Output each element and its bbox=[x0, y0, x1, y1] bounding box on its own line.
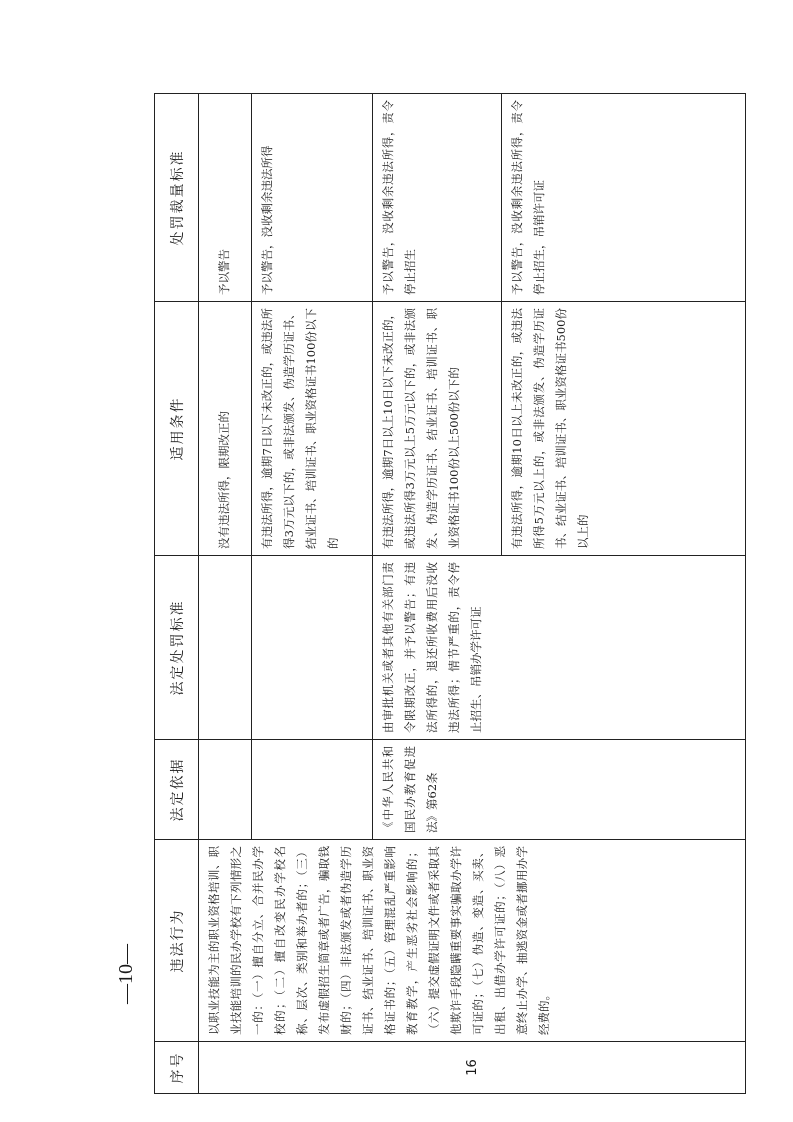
header-basis: 法定依据 bbox=[155, 740, 199, 840]
condition-2: 有违法所得，逾期7日以下未改正的，或违法所得3万元以下的，或非法颁发、伪造学历证书、结业证书、培训证书、职业资格证书100份以下的 bbox=[260, 308, 340, 549]
cell-seq: 16 bbox=[199, 1042, 746, 1094]
rotated-page-content bbox=[154, 94, 746, 1094]
condition-3: 有违法所得，逾期7日以上10日以下未改正的，或违法所得3万元以上5万元以下的，或非法颁发、伪造学历证书、结业证书、培训证书、职业资格证书100份以上500份以下的 bbox=[381, 308, 461, 549]
cell-condition bbox=[199, 302, 746, 556]
page-number: —10— bbox=[115, 944, 137, 1004]
cell-basis bbox=[199, 740, 746, 840]
condition-1: 没有违法所得，限期改正的 bbox=[217, 411, 231, 549]
table-header-row bbox=[155, 94, 199, 1094]
penalty-table bbox=[154, 93, 746, 1094]
standard-text: 由审批机关或者其他有关部门责令限期改正，并予以警告；有违法所得的，退还所收费用后没收违法所得；情节严重的，责令停止招生、吊销办学许可证 bbox=[381, 562, 483, 733]
cell-discretion bbox=[199, 94, 746, 302]
cell-violation bbox=[199, 840, 746, 1042]
header-violation: 违法行为 bbox=[155, 840, 199, 1042]
discretion-1: 予以警告 bbox=[217, 249, 231, 295]
header-condition: 适用条件 bbox=[155, 302, 199, 556]
discretion-2: 予以警告，没收剩余违法所得 bbox=[260, 145, 274, 295]
discretion-3: 予以警告，没收剩余违法所得，责令停止招生 bbox=[381, 100, 417, 295]
cell-standard bbox=[199, 556, 746, 740]
header-discretion: 处罚裁量标准 bbox=[155, 94, 199, 302]
header-seq: 序号 bbox=[155, 1042, 199, 1094]
header-standard: 法定处罚标准 bbox=[155, 556, 199, 740]
basis-text: 《中华人民共和国民办教育促进法》第62条 bbox=[381, 746, 439, 833]
condition-4: 有违法所得，逾期10日以上未改正的，或违法所得5万元以上的，或非法颁发、伪造学历证书、结业证书、培训证书、职业资格证书500份以上的 bbox=[510, 308, 590, 549]
discretion-4: 予以警告，没收剩余违法所得，责令停止招生，吊销许可证 bbox=[510, 100, 546, 295]
violation-text: 以职业技能为主的职业资格培训、职业技能培训的民办学校有下列情形之一的：（一）擅自分立、合并民办学校的；（二）擅自改变民办学校名称、层次、类别和举办者的；（三）发布虚假招生简章或者广告，骗取钱财的；（四）非法颁发或者伪造学历证书、结业证书、培训证书、职业资格证书的；（五）管理混乱严重影响教育教学，产生恶劣社会影响的；（六）提交虚假证明文件或者采取其他欺诈手段隐瞒重要事实骗取办学许可证的；（七）伪造、变造、买卖、出租、出借办学许可证的；（八）恶意终止办学、抽逃资金或者挪用办学经费的。 bbox=[207, 846, 551, 1035]
table-row bbox=[199, 94, 746, 1094]
